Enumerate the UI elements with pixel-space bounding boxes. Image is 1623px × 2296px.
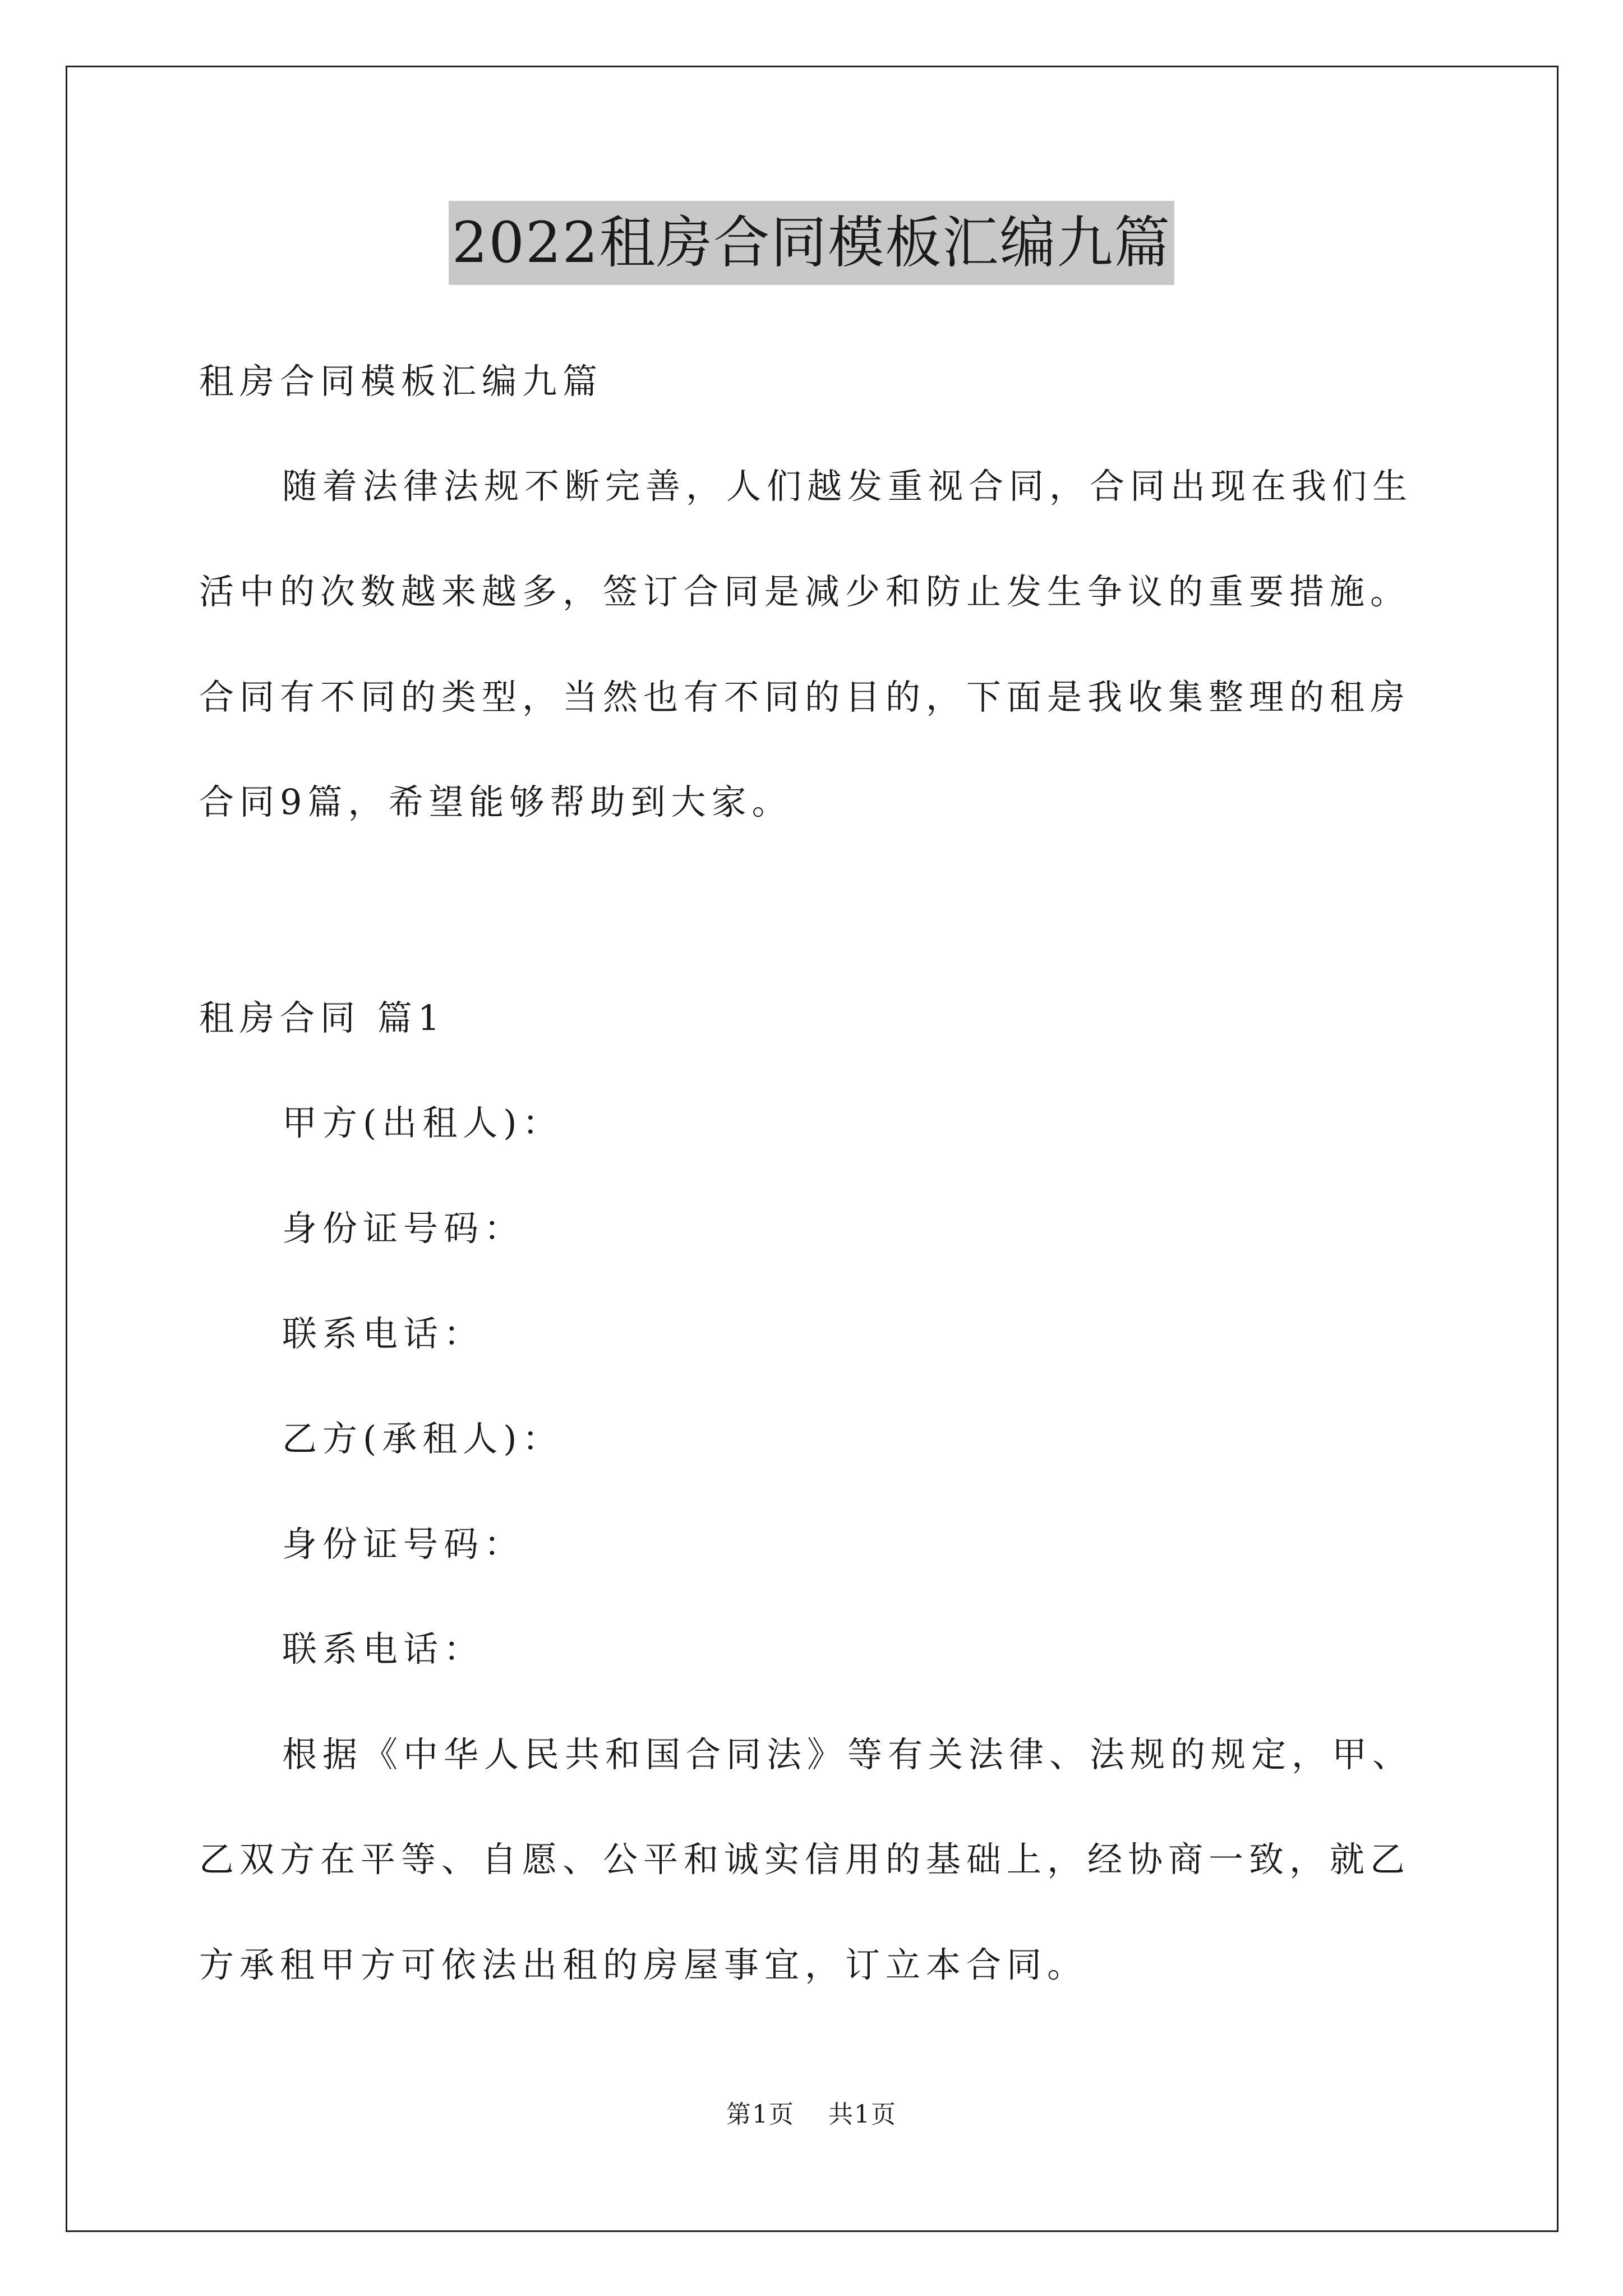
field-lessor-phone: 联系电话： bbox=[282, 1313, 485, 1354]
field-lessee-phone: 联系电话： bbox=[282, 1628, 485, 1669]
section-heading: 租房合同 篇1 bbox=[199, 997, 446, 1038]
body-line-2: 乙双方在平等、自愿、公平和诚实信用的基础上，经协商一致，就乙 bbox=[199, 1839, 1411, 1880]
page-total: 共1页 bbox=[828, 2100, 897, 2129]
intro-line-3: 合同有不同的类型，当然也有不同的目的，下面是我收集整理的租房 bbox=[199, 677, 1411, 717]
intro-line-4: 合同9篇，希望能够帮助到大家。 bbox=[199, 781, 792, 822]
field-lessor-id: 身份证号码： bbox=[282, 1208, 525, 1249]
intro-line-2: 活中的次数越来越多，签订合同是减少和防止发生争议的重要措施。 bbox=[199, 571, 1411, 612]
document-title: 2022租房合同模板汇编九篇 bbox=[449, 201, 1175, 285]
body-line-1: 根据《中华人民共和国合同法》等有关法律、法规的规定，甲、 bbox=[282, 1734, 1413, 1775]
field-lessee: 乙方(承租人)： bbox=[282, 1418, 563, 1459]
document-subtitle: 租房合同模板汇编九篇 bbox=[199, 361, 603, 402]
page-footer bbox=[0, 2098, 1623, 2132]
field-lessee-id: 身份证号码： bbox=[282, 1524, 525, 1565]
intro-line-1: 随着法律法规不断完善，人们越发重视合同，合同出现在我们生 bbox=[282, 466, 1413, 507]
title-container bbox=[0, 201, 1623, 285]
page-number: 第1页 bbox=[726, 2100, 795, 2129]
field-lessor: 甲方(出租人)： bbox=[282, 1102, 563, 1143]
body-line-3: 方承租甲方可依法出租的房屋事宜，订立本合同。 bbox=[199, 1944, 1088, 1985]
